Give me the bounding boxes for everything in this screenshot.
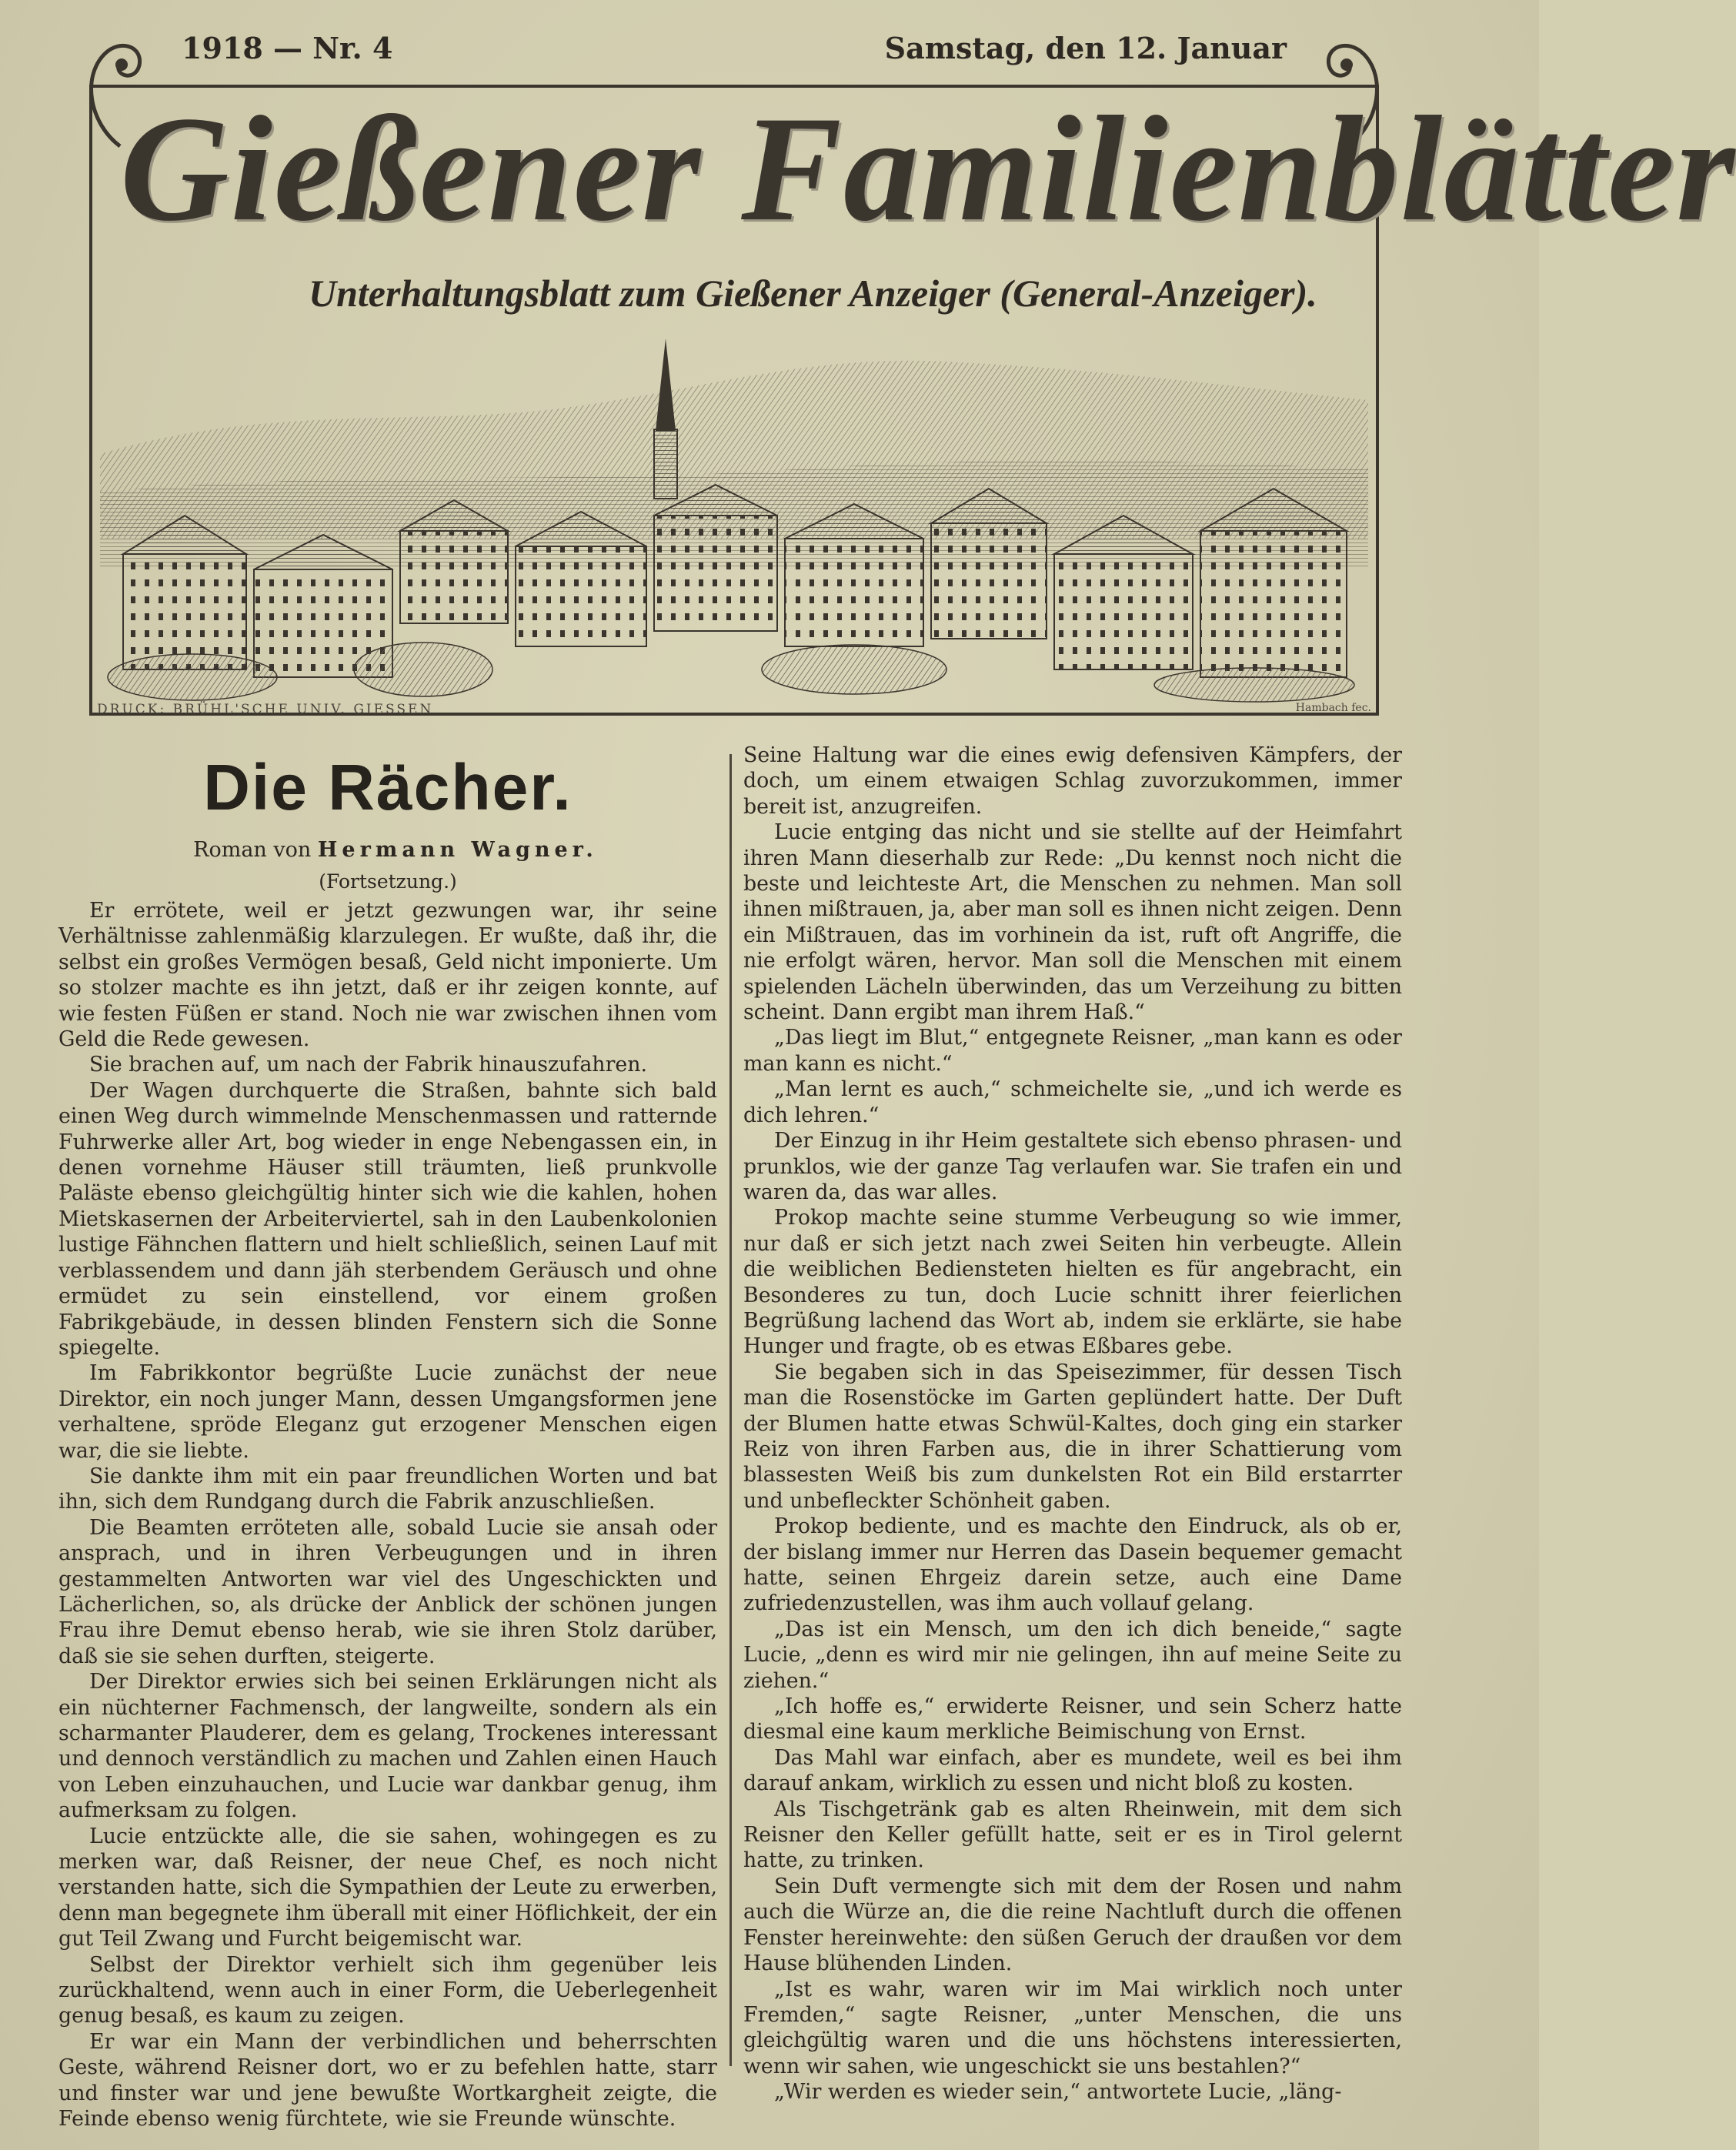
paragraph: Die Beamten erröteten alle, sobald Lucie sie ansah oder ansprach, und in ihren Verbeugungen und in ihren gestammelten Antworten war viel des Ungeschickten und Lächerlichen, so, als drücke der Anblick der schönen jungen Frau ihre Demut ebenso herab, wie sie ihren Stolz darüber, daß sie sie sehen durften, steigerte. [58, 1515, 717, 1668]
paragraph: Der Einzug in ihr Heim gestaltete sich ebenso phrasen- und prunklos, wie der ganze Tag verlaufen war. Sie trafen ein und waren da, das war alles. [743, 1129, 1402, 1204]
issue-date: Samstag, den 12. Januar [884, 31, 1287, 65]
left-column [58, 743, 717, 2132]
masthead [89, 31, 1736, 723]
column-divider [729, 754, 732, 2066]
right-column [743, 743, 1402, 2105]
paragraph: Sie begaben sich in das Speisezimmer, für dessen Tisch man die Rosenstöcke im Garten geplündert hatte. Der Duft der Blumen hatte etwas Schwül-Kaltes, doch ging ein starker Reiz von ihren Farben aus, die in ihrer Schattierung vom blassesten Weiß bis zum dunkelsten Rot ein Bild erstarrter und unbefleckter Schönheit gaben. [743, 1360, 1402, 1513]
paragraph: Er errötete, weil er jetzt gezwungen war, ihr seine Verhältnisse zahlenmäßig klarzulegen. Er wußte, daß ihr, die selbst ein großes Vermögen besaß, Geld nicht imponierte. Um so stolzer machte es ihn jetzt, daß er ihr zeigen konnte, auf wie festen Füßen er stand. Noch nie war zwischen ihnen vom Geld die Rede gewesen. [58, 899, 717, 1052]
paragraph: Sie dankte ihm mit ein paar freundlichen Worten und bat ihn, sich dem Rundgang durch die Fabrik anzuschließen. [58, 1464, 717, 1514]
newspaper-title: Gießener Familienblätter [120, 85, 1736, 252]
paragraph: „Das liegt im Blut,“ entgegnete Reisner, „man kann es oder man kann es nicht.“ [743, 1026, 1402, 1076]
author-name: Hermann Wagner. [317, 838, 598, 862]
paragraph: Sein Duft vermengte sich mit dem der Rosen und nahm auch die Würze an, die die reine Nachtluft durch die offenen Fenster hereinwehte: den süßen Geruch der draußen vor dem Hause blühenden Linden. [743, 1874, 1402, 1976]
article-byline [74, 835, 717, 866]
paragraph: Lucie entging das nicht und sie stellte auf der Heimfahrt ihren Mann dieserhalb zur Rede: „Du kennst noch nicht die beste und leichteste Art, die Menschen zu nehmen. Man soll ihnen mißtrauen, ja, aber man soll es ihnen nicht zeigen. Denn ein Mißtrauen, das im vorhinein da ist, ruft oft Angriffe, die nie erfolgt wären, hervor. Man soll die Menschen mit einem spielenden Lächeln überwinden, das um Verzeihung zu bitten scheint. Dann ergibt man ihrem Haß.“ [743, 820, 1402, 1025]
byline-prefix: Roman von [193, 838, 312, 862]
paragraph: „Das ist ein Mensch, um den ich dich beneide,“ sagte Lucie, „denn es wird mir nie gelingen, ihn auf meine Seite zu ziehen.“ [743, 1617, 1402, 1693]
continuation-note: (Fortsetzung.) [319, 870, 457, 893]
paragraph: Prokop machte seine stumme Verbeugung so wie immer, nur daß er sich jetzt nach zwei Seiten hin verbeugte. Allein die weiblichen Bediensteten hielten es für angebracht, ein Besonderes zu tun, doch Lucie schnitt ihrer feierlichen Begrüßung lachend das Wort ab, indem sie erklärte, sie habe Hunger und fragte, ob es etwas Eßbares gebe. [743, 1206, 1402, 1359]
paragraph: Der Wagen durchquerte die Straßen, bahnte sich bald einen Weg durch wimmelnde Menschenmassen und ratternde Fuhrwerke aller Art, bog wieder in enge Nebengassen ein, in denen vornehme Häuser still träumten, ließ prunkvolle Paläste ebenso gleichgültig hinter sich wie die kahlen, hohen Mietskasernen der Arbeiterviertel, sah in den Laubenkolonien lustige Fähnchen flattern und hielt schließlich, seinen Lauf mit verblassendem und dann jäh sterbendem Geräusch und ohne ermüdet zu sein einstellend, vor einem großen Fabrikgebäude, in dessen blinden Fenstern sich die Sonne spiegelte. [58, 1078, 717, 1360]
paragraph: „Ich hoffe es,“ erwiderte Reisner, und sein Scherz hatte diesmal eine kaum merkliche Beimischung von Ernst. [743, 1694, 1402, 1744]
paragraph: Er war ein Mann der verbindlichen und beherrschten Geste, während Reisner dort, wo er zu befehlen hatte, starr und finster war und jene bewußte Wortkargheit zeigte, die Feinde ebenso wenig fürchtete, wie sie Freunde wünschte. [58, 2029, 717, 2132]
paragraph: Das Mahl war einfach, aber es mundete, weil es bei ihm darauf ankam, wirklich zu essen und nicht bloß zu kosten. [743, 1745, 1402, 1796]
paragraph: „Man lernt es auch,“ schmeichelte sie, „und ich werde es dich lehren.“ [743, 1077, 1402, 1127]
paragraph: Sie brachen auf, um nach der Fabrik hinauszufahren. [89, 1053, 648, 1077]
paragraph: „Wir werden es wieder sein,“ antwortete Lucie, „läng- [774, 2080, 1342, 2105]
printer-credit: DRUCK: BRÜHL'SCHE UNIV. GIESSEN [97, 702, 434, 717]
article-title: Die Rächer. [203, 751, 573, 823]
issue-number: 1918 — Nr. 4 [182, 31, 393, 65]
newspaper-subtitle: Unterhaltungsblatt zum Gießener Anzeiger (General-Anzeiger). [309, 272, 1317, 315]
paragraph: „Ist es wahr, waren wir im Mai wirklich noch unter Fremden,“ sagte Reisner, „unter Menschen, die uns gleichgültig waren und die uns höchstens interessierten, wenn wir sahen, wie ungeschickt sie uns bestahlen?“ [743, 1977, 1402, 2078]
paragraph: Im Fabrikkontor begrüßte Lucie zunächst der neue Direktor, ein noch junger Mann, dessen Umgangsformen jene verhaltene, spröde Eleganz gut erzogener Menschen eigen war, die sie liebte. [58, 1361, 717, 1463]
paragraph: Der Direktor erwies sich bei seinen Erklärungen nicht als ein nüchterner Fachmensch, der langweilte, sondern als ein scharmanter Plauderer, dem es gelang, Trockenes interessant und dennoch verständlich zu machen und Zahlen einen Hauch von Leben einzuhauchen, und Lucie war dankbar genug, ihm aufmerksam zu folgen. [58, 1670, 717, 1823]
engraver-credit: Hambach fec. [1295, 702, 1371, 714]
paragraph: Prokop bediente, und es machte den Eindruck, als ob er, der bislang immer nur Herren das Dasein bequemer gemacht hatte, seinen Ehrgeiz darein setze, auch eine Dame zufriedenzustellen, was ihm auch vollauf gelang. [743, 1514, 1402, 1616]
paragraph: Als Tischgetränk gab es alten Rheinwein, mit dem sich Reisner den Keller gefüllt hatte, seit er es in Tirol gelernt hatte, zu trinken. [743, 1797, 1402, 1873]
town-panorama-illustration [100, 339, 1368, 700]
paragraph: Lucie entzückte alle, die sie sahen, wohingegen es zu merken war, daß Reisner, der neue Chef, es noch nicht verstanden hatte, sich die Sympathien der Leute zu erwerben, denn man begegnete ihm überall mit einer Höflichkeit, der ein gut Teil Zwang und Furcht beigemischt war. [58, 1824, 717, 1951]
paragraph: Selbst der Direktor verhielt sich ihm gegenüber leis zurückhaltend, wenn auch in einer Form, die Ueberlegenheit genug besaß, es kaum zu zeigen. [58, 1952, 717, 2028]
paragraph: Seine Haltung war die eines ewig defensiven Kämpfers, der doch, um einem etwaigen Schlag zuvorzukommen, immer bereit ist, anzugreifen. [743, 743, 1402, 819]
